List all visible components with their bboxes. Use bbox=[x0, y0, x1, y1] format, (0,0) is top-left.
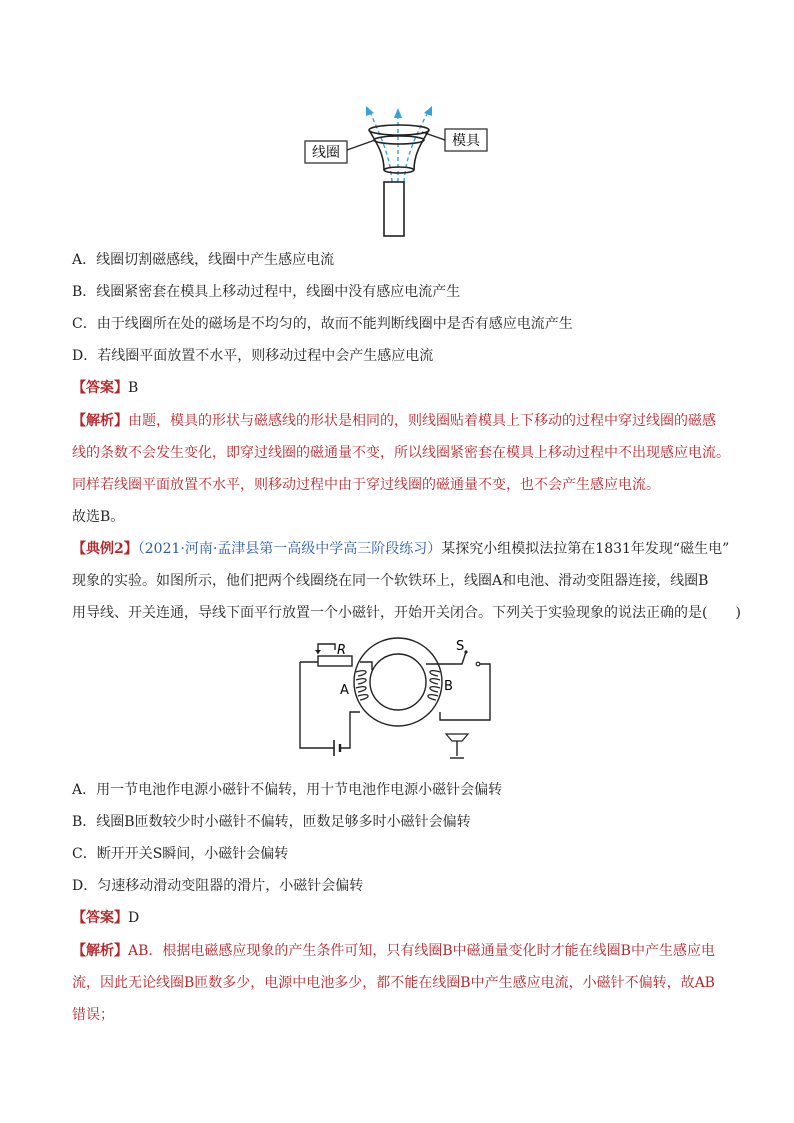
rheostat-slider bbox=[318, 644, 335, 654]
mold-shape bbox=[369, 125, 429, 173]
q1-answer-value: B bbox=[128, 380, 139, 396]
q1-answer-label: 【答案】 bbox=[72, 380, 128, 396]
label-a: A bbox=[340, 683, 349, 698]
q2-option-a: A．用一节电池作电源小磁针不偏转，用十节电池作电源小磁针会偏转 bbox=[72, 782, 503, 798]
coil-a bbox=[356, 671, 368, 700]
label-b: B bbox=[444, 679, 453, 694]
q2-analysis-label: 【解析】 bbox=[72, 943, 128, 959]
q2-option-c: C．断开开关S瞬间，小磁针会偏转 bbox=[72, 846, 289, 862]
q1-analysis-line-1 bbox=[72, 411, 716, 431]
rod bbox=[384, 182, 404, 236]
q1-option-b: B．线圈紧密套在模具上移动过程中，线圈中没有感应电流产生 bbox=[72, 284, 461, 300]
q2-analysis-text-1: AB．根据电磁感应现象的产生条件可知，只有线圈B中磁通量变化时才能在线圈B中产生感应电 bbox=[128, 943, 715, 959]
q2-analysis-line-1 bbox=[72, 941, 715, 961]
q1-answer bbox=[72, 378, 138, 398]
wire-rheostat-right bbox=[360, 662, 372, 670]
q1-analysis-label: 【解析】 bbox=[72, 413, 128, 429]
q1-analysis-line-2: 线的条数不会发生变化，即穿过线圈的磁通量不变，所以线圈紧密套在模具上移动过程中不出现感应电流。 bbox=[72, 445, 730, 461]
label-coil: 线圈 bbox=[312, 145, 340, 161]
iron-ring-outer bbox=[354, 638, 442, 726]
q2-answer-value: D bbox=[128, 910, 140, 926]
label-mold: 模具 bbox=[452, 133, 480, 149]
compass-needle bbox=[446, 734, 468, 741]
q1-option-c: C．由于线圈所在处的磁场是不均匀的，故而不能判断线圈中是否有感应电流产生 bbox=[72, 316, 573, 332]
q2-answer bbox=[72, 908, 139, 928]
example2-label: 【典例2】 bbox=[72, 541, 138, 557]
figure-iron-ring-circuit bbox=[290, 628, 510, 778]
q1-option-d: D．若线圈平面放置不水平，则移动过程中会产生感应电流 bbox=[72, 348, 434, 364]
rheostat-resistor bbox=[318, 656, 352, 666]
q1-analysis-text-1: 由题，模具的形状与磁感线的形状是相同的，则线圈贴着模具上下移动的过程中穿过线圈的磁感 bbox=[128, 413, 716, 429]
field-line-right bbox=[404, 112, 428, 182]
example2-line-2: 现象的实验。如图所示，他们把两个线圈绕在同一个软铁环上，线圈A和电池、滑动变阻器连接，线圈B bbox=[72, 573, 709, 589]
example2-line-3: 用导线、开关连通，导线下面平行放置一个小磁针，开始开关闭合。下列关于实验现象的说法正确的是( ) bbox=[72, 605, 741, 621]
q2-analysis-line-3: 错误； bbox=[72, 1007, 114, 1023]
iron-ring-inner bbox=[370, 654, 426, 710]
q2-option-b: B．线圈B匝数较少时小磁针不偏转，匝数足够多时小磁针会偏转 bbox=[72, 814, 471, 830]
label-r: R bbox=[337, 643, 347, 658]
example2-source: （2021·河南·孟津县第一高级中学高三阶段练习） bbox=[137, 541, 442, 557]
figure-mold-coil bbox=[300, 100, 500, 240]
q2-option-d: D．匀速移动滑动变阻器的滑片，小磁针会偏转 bbox=[72, 878, 364, 894]
wire-battery-up bbox=[340, 712, 360, 748]
field-arrow-heads bbox=[366, 106, 432, 118]
label-s: S bbox=[456, 639, 465, 654]
wire-left-bottom bbox=[300, 662, 334, 748]
coil-b bbox=[428, 671, 440, 700]
example2-text-1: 某探究小组模拟法拉第在1831年发现“磁生电” bbox=[441, 541, 730, 557]
q1-analysis-line-3: 同样若线圈平面放置不水平，则移动过程中由于穿过线圈的磁通量不变，也不会产生感应电流。 bbox=[72, 477, 660, 493]
q1-analysis-line-4: 故选B。 bbox=[72, 509, 125, 525]
example2-line-1 bbox=[72, 539, 729, 559]
q2-analysis-line-2: 流，因此无论线圈B匝数多少，电源中电池多少，都不能在线圈B中产生感应电流，小磁针不偏转，故AB bbox=[72, 975, 715, 991]
q1-option-a: A．线圈切割磁感线，线圈中产生感应电流 bbox=[72, 252, 335, 268]
rheostat-slider-arrow bbox=[315, 650, 321, 654]
q2-answer-label: 【答案】 bbox=[72, 910, 128, 926]
